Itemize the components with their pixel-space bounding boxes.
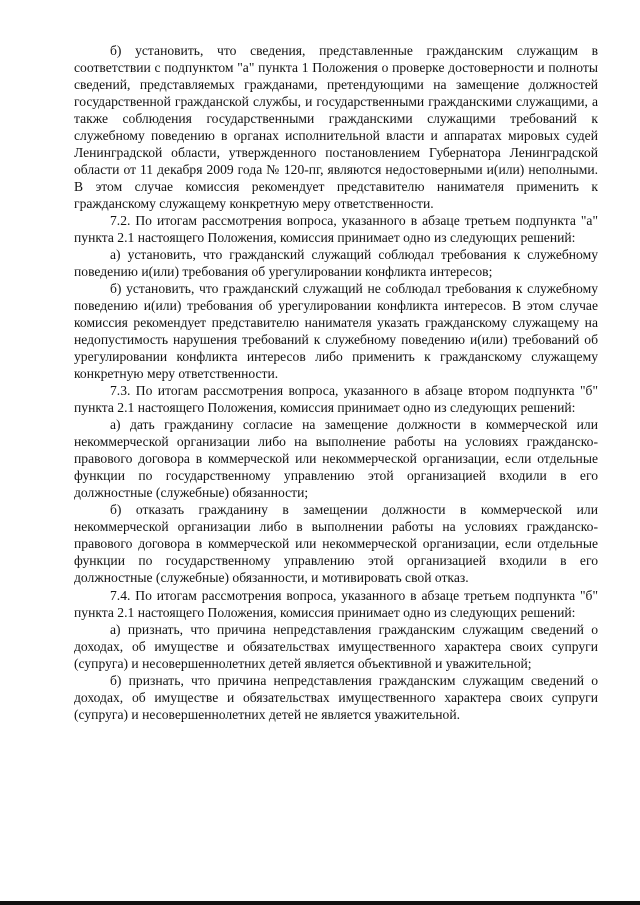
paragraph-7-2-intro: 7.2. По итогам рассмотрения вопроса, указанного в абзаце третьем подпункта "а" пункта 2.1 настоящего Положения, комиссия принимает одно из следующих решений: [74,213,598,246]
paragraph-7-3-a: а) дать гражданину согласие на замещение должности в коммерческой или некоммерческой организации либо на выполнение работы на условиях гражданско-правового договора в коммерческой или некоммерческой организации, если отдельные функции по государственному управлению этой организацией входили в его должностные (служебные) обязанности; [74,417,598,501]
paragraph-7-4-b: б) признать, что причина непредставления гражданским служащим сведений о доходах, об имуществе и обязательствах имущественного характера своих супруги (супруга) и несовершеннолетних детей не является уважительной. [74,672,598,722]
paragraph-7-4-intro: 7.4. По итогам рассмотрения вопроса, указанного в абзаце третьем подпункта "б" пункта 2.1 настоящего Положения, комиссия принимает одно из следующих решений: [74,587,598,620]
paragraph-7-3-intro: 7.3. По итогам рассмотрения вопроса, указанного в абзаце втором подпункта "б" пункта 2.1 настоящего Положения, комиссия принимает одно из следующих решений: [74,383,598,416]
paragraph-7-4-a: а) признать, что причина непредставления гражданским служащим сведений о доходах, об имуществе и обязательствах имущественного характера своих супруги (супруга) и несовершеннолетних детей является объективной и уважительной; [74,621,598,671]
paragraph-7-2-b: б) установить, что гражданский служащий не соблюдал требования к служебному поведению и(или) требования об урегулировании конфликта интересов. В этом случае комиссия рекомендует представителю нанимателя указать гражданскому служащему на недопустимость нарушения требований к служебному поведению и(или) требований об урегулировании конфликта интересов либо применить к гражданскому служащему конкретную меру ответственности. [74,281,598,382]
paragraph-7-2-a: а) установить, что гражданский служащий соблюдал требования к служебному поведению и(или) требования об урегулировании конфликта интересов; [74,247,598,280]
scan-bottom-edge [0,901,640,905]
document-body [74,42,598,723]
paragraph-7-3-b: б) отказать гражданину в замещении должности в коммерческой или некоммерческой организации либо в выполнении работы на условиях гражданско-правового договора в коммерческой или некоммерческой организации, если отдельные функции по государственному управлению этой организацией входили в его должностные (служебные) обязанности, и мотивировать свой отказ. [74,502,598,586]
paragraph-6b-conclusion: б) установить, что сведения, представленные гражданским служащим в соответствии с подпунктом "а" пункта 1 Положения о проверке достоверности и полноты сведений, представляемых гражданами, претендующими на замещение должностей государственной гражданской службы, и государственными гражданскими служащими, а также соблюдения государственными гражданскими служащими требований к служебному поведению в органах исполнительной власти и аппаратах мировых судей Ленинградской области, утвержденного постановлением Губернатора Ленинградской области от 11 декабря 2009 года № 120-пг, являются недостоверными и(или) неполными. В этом случае комиссия рекомендует представителю нанимателя применить к гражданскому служащему конкретную меру ответственности. [74,43,598,212]
